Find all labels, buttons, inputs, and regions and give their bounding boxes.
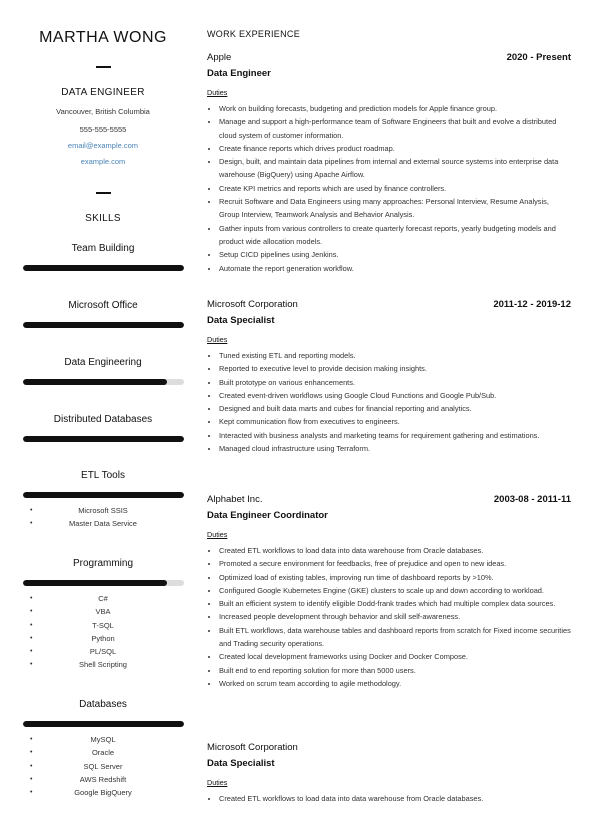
list-item: • Interacted with business analysts and marketing teams for requirement gathering and estimations. [219,429,571,442]
list-item: • VBA [18,605,188,618]
list-item: • Managed cloud infrastructure using Terraform. [219,442,571,455]
skill-bar-fill [23,322,184,328]
list-item: • C# [18,592,188,605]
skill-item [18,357,188,385]
skill-name: ETL Tools [81,470,125,481]
list-item: • Shell Scripting [18,658,188,671]
skill-bar [23,379,184,385]
job-dates: 2020 - Present [506,52,571,63]
skill-bar [23,580,184,586]
skill-sublist [18,504,188,531]
job-header [207,299,571,315]
divider [96,192,111,194]
section-heading: WORK EXPERIENCE [207,29,301,39]
job-title: DATA ENGINEER [61,87,145,98]
divider [96,66,111,68]
company-name: Alphabet Inc. [207,494,263,505]
skill-bar [23,721,184,727]
duty-list [207,792,571,805]
duties-label: Duties [207,88,228,97]
location: Vancouver, British Columbia [56,107,150,116]
list-item: • AWS Redshift [18,773,188,786]
list-item: • Built ETL workflows, data warehouse tables and dashboard reports from scratch for Fixed income securities and Trading security operations. [219,624,571,651]
job-entry [207,494,571,690]
list-item: • Built prototype on various enhancements. [219,376,571,389]
skill-bar-fill [23,721,184,727]
skill-item [18,558,188,672]
skill-item [18,699,188,799]
list-item: • Created ETL workflows to load data into data warehouse from Oracle databases. [219,792,571,805]
list-item: • Automate the report generation workflow. [219,262,571,275]
list-item: • Create finance reports which drives product roadmap. [219,142,571,155]
skill-bar [23,436,184,442]
duty-list [207,349,571,455]
duties-label: Duties [207,530,228,539]
job-dates: 2003-08 - 2011-11 [493,494,571,505]
duties-label: Duties [207,335,228,344]
skill-item [18,243,188,271]
company-name: Microsoft Corporation [207,742,298,753]
skill-name: Data Engineering [64,357,142,368]
list-item: • Promoted a secure environment for feedbacks, free of prejudice and open to new ideas. [219,557,571,570]
list-item: • Optimized load of existing tables, improving run time of dashboard reports by >10%. [219,571,571,584]
skill-item [18,300,188,328]
skills-heading: SKILLS [85,213,121,224]
company-name: Microsoft Corporation [207,299,298,310]
list-item: • Design, built, and maintain data pipelines from internal and external source systems into enterprise data warehouse (BigQuery) using Apache Airflow. [219,155,571,182]
skill-bar [23,492,184,498]
skill-item [18,414,188,442]
job-entry [207,299,571,455]
list-item: • Tuned existing ETL and reporting models. [219,349,571,362]
skill-bar-fill [23,492,184,498]
skill-name: Team Building [71,243,135,254]
list-item: • Built end to end reporting solution for more than 5000 users. [219,664,571,677]
skill-bar [23,265,184,271]
duty-list [207,544,571,690]
skill-sublist [18,733,188,799]
skill-name: Databases [79,699,127,710]
skill-name: Programming [72,558,134,569]
list-item: • PL/SQL [18,645,188,658]
list-item: • Created event-driven workflows using Google Cloud Functions and Google Pub/Sub. [219,389,571,402]
duty-list [207,102,571,275]
list-item: • Create KPI metrics and reports which are used by finance controllers. [219,182,571,195]
list-item: • Created ETL workflows to load data into data warehouse from Oracle databases. [219,544,571,557]
job-entry [207,52,571,275]
job-header [207,494,571,510]
list-item: • SQL Server [18,760,188,773]
website-link[interactable]: example.com [80,157,126,166]
list-item: • Python [18,632,188,645]
list-item: • MySQL [18,733,188,746]
main-content [207,0,571,803]
list-item: • Gather inputs from various controllers to create quarterly forecast reports, yearly budgeting models and product wide allocation models. [219,222,571,249]
list-item: • Master Data Service [18,517,188,530]
sidebar [18,0,188,798]
skill-name: Microsoft Office [68,300,138,311]
role-title: Data Specialist [207,758,275,769]
email-link[interactable]: email@example.com [67,141,139,150]
phone: 555-555-5555 [79,125,127,134]
job-dates: 2011-12 - 2019-12 [493,299,571,310]
list-item: • Google BigQuery [18,786,188,799]
job-entry [207,742,571,805]
list-item: • Kept communication flow from executives to engineers. [219,415,571,428]
job-header [207,52,571,68]
list-item: • Reported to executive level to provide decision making insights. [219,362,571,375]
skill-sublist [18,592,188,672]
skill-bar-fill [23,379,168,385]
skill-bar [23,322,184,328]
role-title: Data Engineer Coordinator [207,510,328,521]
skill-bar-fill [23,265,184,271]
list-item: • T-SQL [18,619,188,632]
list-item: • Work on building forecasts, budgeting and prediction models for Apple finance group. [219,102,571,115]
skill-bar-fill [23,580,168,586]
list-item: • Worked on scrum team according to agile methodology. [219,677,571,690]
list-item: • Microsoft SSIS [18,504,188,517]
list-item: • Manage and support a high-performance team of Software Engineers that built and evolve a distributed cloud system of customer information. [219,115,571,142]
skill-bar-fill [23,436,184,442]
list-item: • Designed and built data marts and cubes for financial reporting and analytics. [219,402,571,415]
company-name: Apple [207,52,232,63]
list-item: • Recruit Software and Data Engineers using many approaches: Personal Interview, Resume Analysis, Group Interview, Teamwork Analysis and Behavior Analysis. [219,195,571,222]
list-item: • Configured Google Kubernetes Engine (GKE) clusters to scale up and down according to workload. [219,584,571,597]
skill-item [18,470,188,531]
list-item: • Built an efficient system to identify eligible Dodd-frank trades which had multiple complex data sources. [219,597,571,610]
list-item: • Setup CICD pipelines using Jenkins. [219,248,571,261]
list-item: • Increased people development through behavior and skill self-awareness. [219,610,571,623]
role-title: Data Engineer [207,68,271,79]
role-title: Data Specialist [207,315,275,326]
skill-name: Distributed Databases [53,414,153,425]
job-header [207,742,571,758]
list-item: • Created local development frameworks using Docker and Docker Compose. [219,650,571,663]
duties-label: Duties [207,778,228,787]
candidate-name: MARTHA WONG [39,29,167,46]
list-item: • Oracle [18,746,188,759]
